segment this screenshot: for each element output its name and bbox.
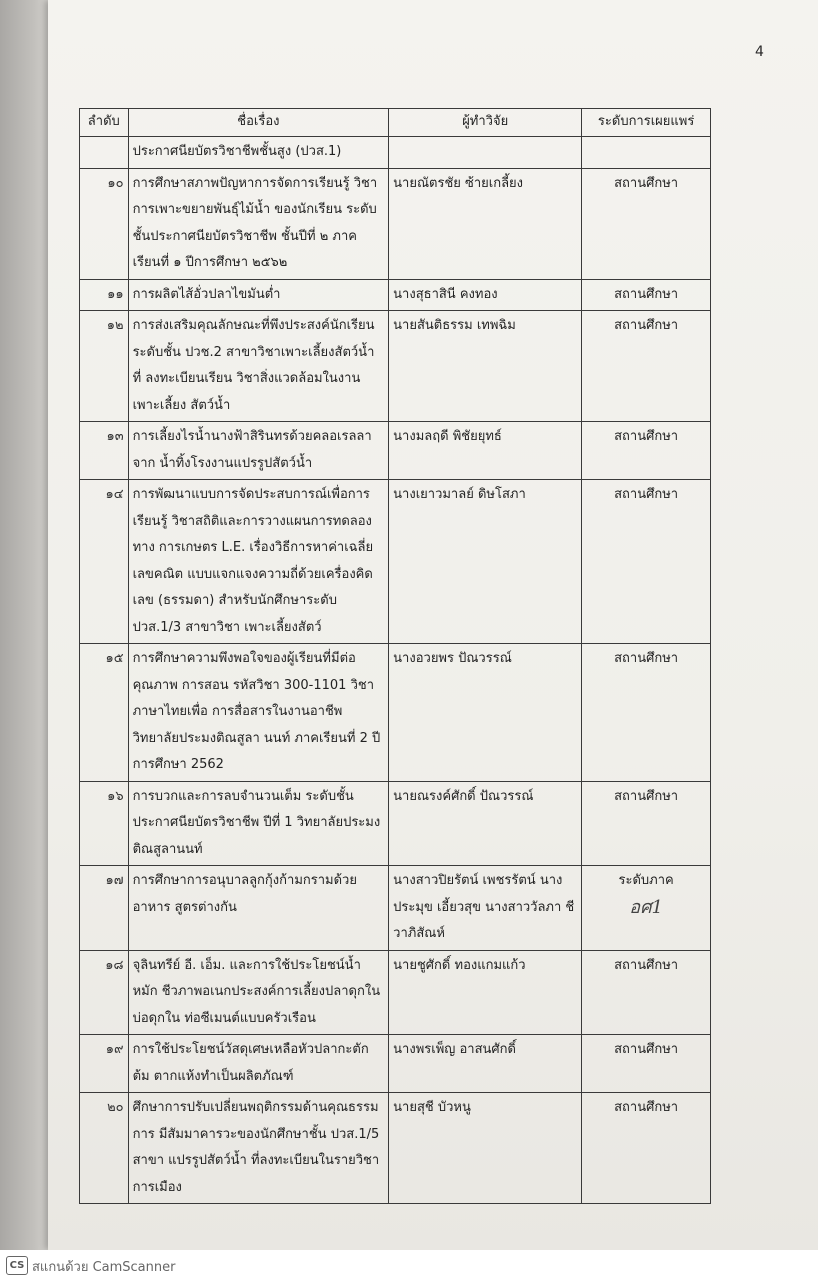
header-number: ลำดับ	[80, 109, 129, 137]
research-table	[79, 108, 711, 1204]
row-number: ๑๗	[80, 866, 129, 951]
table-row	[80, 1035, 711, 1093]
row-number: ๑๔	[80, 480, 129, 644]
table-row	[80, 950, 711, 1035]
row-number	[80, 137, 129, 169]
table-header-row	[80, 109, 711, 137]
row-researchers: นายณัตรชัย ซ้ายเกลี้ยง	[389, 168, 582, 279]
row-level: สถานศึกษา	[582, 422, 711, 480]
row-title: การส่งเสริมคุณลักษณะที่พึงประสงค์นักเรียน ระดับชั้น ปวช.2 สาขาวิชาเพาะเลี้ยงสัตว์น้ำ ที่ ลงทะเบียนเรียน วิชาสิ่งแวดล้อมในงานเพาะเลี้ยง สัตว์น้ำ	[128, 311, 389, 422]
row-number: ๑๐	[80, 168, 129, 279]
table-row	[80, 480, 711, 644]
table-row	[80, 168, 711, 279]
table-row	[80, 866, 711, 951]
row-number: ๑๖	[80, 781, 129, 866]
camscanner-text: สแกนด้วย CamScanner	[32, 1260, 176, 1275]
row-researchers: นายชูศักดิ์ ทองแกมแก้ว	[389, 950, 582, 1035]
row-level: สถานศึกษา	[582, 950, 711, 1035]
camscanner-footer	[0, 1250, 818, 1280]
row-researchers: นางอวยพร ปัณวรรณ์	[389, 644, 582, 782]
row-researchers: นายณรงค์ศักดิ์ ปัณวรรณ์	[389, 781, 582, 866]
row-title: จุลินทรีย์ อี. เอ็ม. และการใช้ประโยชน์น้ำหมัก ชีวภาพอเนกประสงค์การเลี้ยงปลาดุกในบ่อดุกใน ท่อซีเมนต์แบบครัวเรือน	[128, 950, 389, 1035]
row-researchers: นายสันติธรรม เทพฉิม	[389, 311, 582, 422]
row-researchers: นางพรเพ็ญ อาสนศักดิ์	[389, 1035, 582, 1093]
row-level-cell	[582, 866, 711, 951]
row-level: สถานศึกษา	[582, 1093, 711, 1204]
scanner-background	[0, 0, 50, 1250]
row-level: สถานศึกษา	[582, 480, 711, 644]
row-title: การบวกและการลบจำนวนเต็ม ระดับชั้น ประกาศนียบัตรวิชาชีพ ปีที่ 1 วิทยาลัยประมง ติณสูลานนท์	[128, 781, 389, 866]
header-level: ระดับการเผยแพร่	[582, 109, 711, 137]
camscanner-logo-icon: CS	[6, 1256, 28, 1275]
row-number: ๑๒	[80, 311, 129, 422]
table-row	[80, 137, 711, 169]
row-title: การผลิตไส้อั่วปลาไขมันต่ำ	[128, 279, 389, 311]
row-level: ระดับภาค	[618, 873, 674, 888]
row-level: สถานศึกษา	[582, 1035, 711, 1093]
row-number: ๑๑	[80, 279, 129, 311]
row-number: ๑๓	[80, 422, 129, 480]
page-number: 4	[755, 44, 764, 60]
row-title: การศึกษาการอนุบาลลูกกุ้งก้ามกรามด้วยอาหาร สูตรต่างกัน	[128, 866, 389, 951]
row-number: ๑๕	[80, 644, 129, 782]
handwritten-note: อศ1	[629, 896, 663, 918]
row-level: สถานศึกษา	[582, 644, 711, 782]
table-row	[80, 311, 711, 422]
table-row	[80, 644, 711, 782]
row-researchers: นางมลฤดี พิชัยยุทธ์	[389, 422, 582, 480]
row-level: สถานศึกษา	[582, 279, 711, 311]
row-number: ๑๘	[80, 950, 129, 1035]
row-title: การพัฒนาแบบการจัดประสบการณ์เพื่อการ เรียนรู้ วิชาสถิติและการวางแผนการทดลองทาง การเกษตร L.E. เรื่องวิธีการหาค่าเฉลี่ยเลขคณิต แบบแจกแจงความถี่ด้วยเครื่องคิดเลข (ธรรมดา) สำหรับนักศึกษาระดับปวส.1/3 สาขาวิชา เพาะเลี้ยงสัตว์	[128, 480, 389, 644]
row-number: ๒๐	[80, 1093, 129, 1204]
row-level: สถานศึกษา	[582, 311, 711, 422]
table-row	[80, 279, 711, 311]
row-researchers: นางสาวปิยรัตน์ เพชรรัตน์ นางประมุข เอี้ยวสุข นางสาววัลภา ชีวาภิสัณห์	[389, 866, 582, 951]
row-number: ๑๙	[80, 1035, 129, 1093]
row-title: การศึกษาสภาพปัญหาการจัดการเรียนรู้ วิชา การเพาะขยายพันธุ์ไม้น้ำ ของนักเรียน ระดับชั้นประกาศนียบัตรวิชาชีพ ชั้นปีที่ ๒ ภาค เรียนที่ ๑ ปีการศึกษา ๒๕๖๒	[128, 168, 389, 279]
row-title: ศึกษาการปรับเปลี่ยนพฤติกรรมด้านคุณธรรมการ มีสัมมาคารวะของนักศึกษาชั้น ปวส.1/5 สาขา แปรรูปสัตว์น้ำ ที่ลงทะเบียนในรายวิชาการเมือง	[128, 1093, 389, 1204]
row-level	[582, 137, 711, 169]
row-researchers: นางสุธาสินี คงทอง	[389, 279, 582, 311]
row-researchers	[389, 137, 582, 169]
row-level: สถานศึกษา	[582, 781, 711, 866]
row-researchers: นางเยาวมาลย์ ดิษโสภา	[389, 480, 582, 644]
header-researcher: ผู้ทำวิจัย	[389, 109, 582, 137]
table-row	[80, 422, 711, 480]
row-title: ประกาศนียบัตรวิชาชีพชั้นสูง (ปวส.1)	[128, 137, 389, 169]
row-level: สถานศึกษา	[582, 168, 711, 279]
row-researchers: นายสุชี บัวหนู	[389, 1093, 582, 1204]
row-title: การใช้ประโยชน์วัสดุเศษเหลือหัวปลากะตักต้ม ตากแห้งทำเป็นผลิตภัณฑ์	[128, 1035, 389, 1093]
header-title: ชื่อเรื่อง	[128, 109, 389, 137]
table-row	[80, 781, 711, 866]
row-title: การเลี้ยงไรน้ำนางฟ้าสิรินทรด้วยคลอเรลลาจาก น้ำทิ้งโรงงานแปรรูปสัตว์น้ำ	[128, 422, 389, 480]
table-row	[80, 1093, 711, 1204]
row-title: การศึกษาความพึงพอใจของผู้เรียนที่มีต่อคุณภาพ การสอน รหัสวิชา 300-1101 วิชาภาษาไทยเพื่อ การสื่อสารในงานอาชีพ วิทยาลัยประมงติณสูลา นนท์ ภาคเรียนที่ 2 ปีการศึกษา 2562	[128, 644, 389, 782]
